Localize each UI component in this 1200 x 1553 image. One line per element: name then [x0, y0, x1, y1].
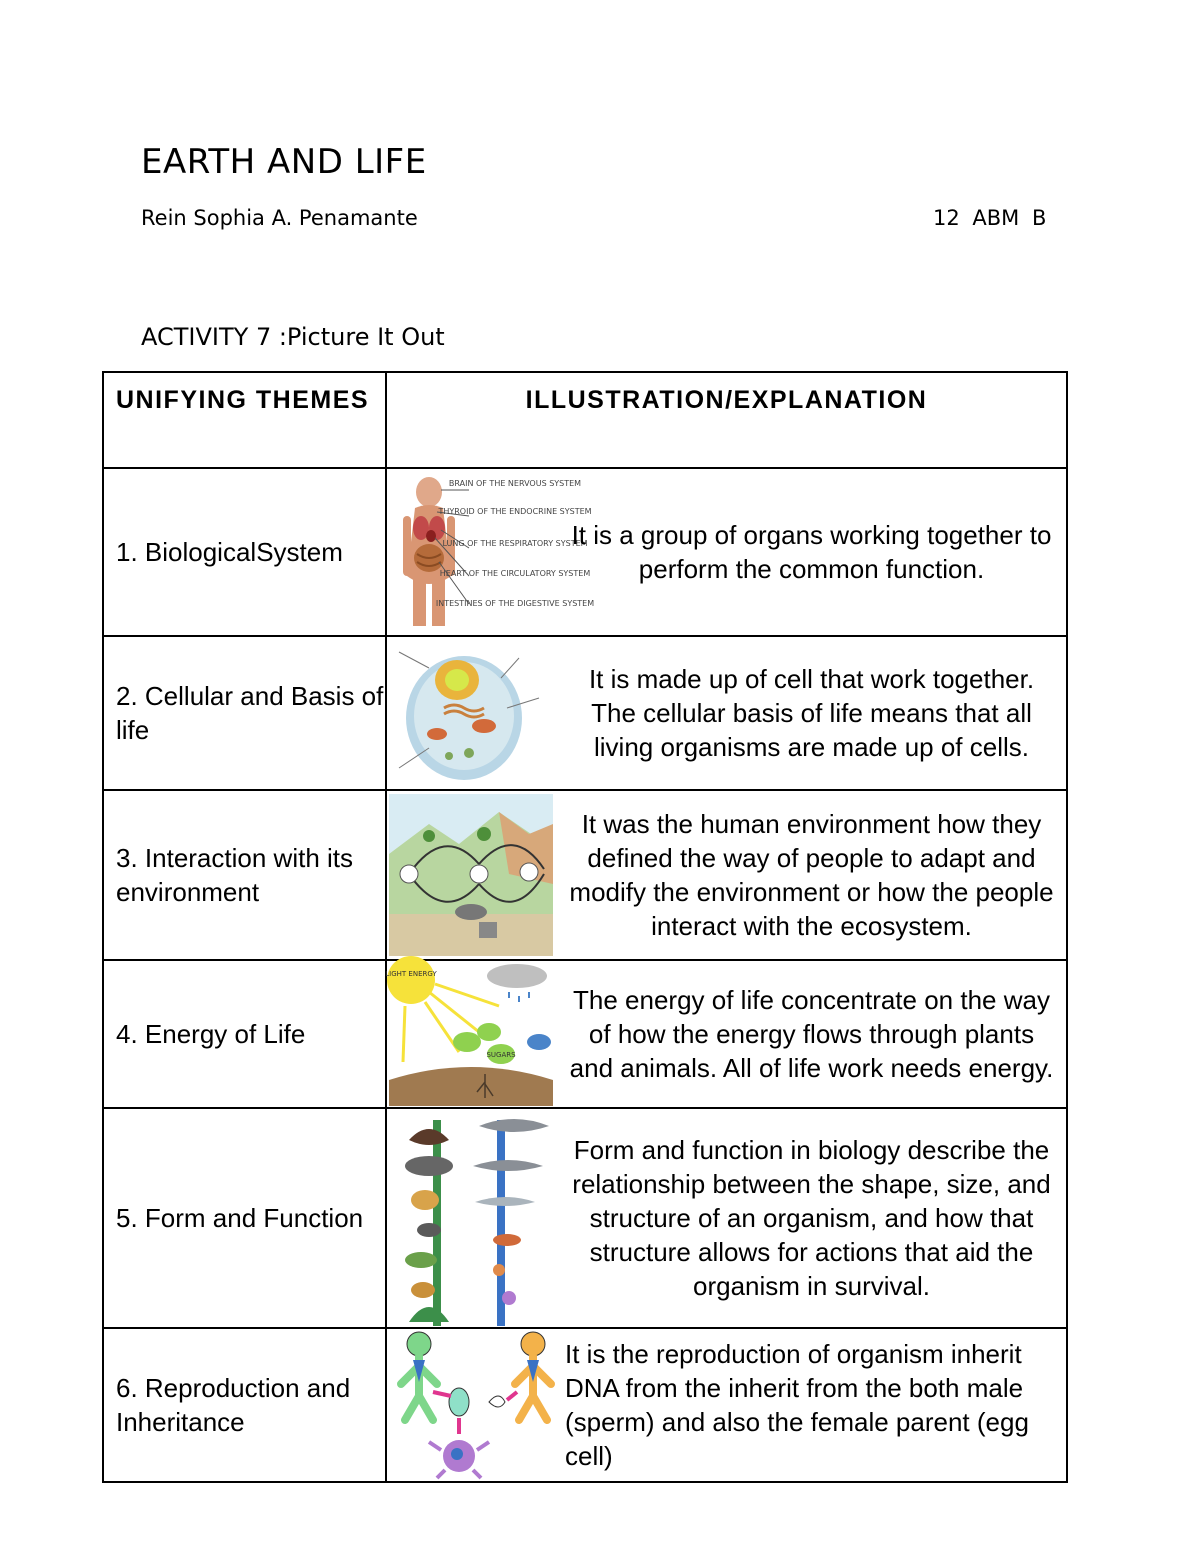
col-header-themes: UNIFYING THEMES	[103, 372, 386, 468]
sugars-label: SUGARS	[486, 1051, 516, 1059]
explanation-text: It is the reproduction of organism inherit DNA from the inherit from the both male (sperm) and also the female parent (egg cell)	[565, 1339, 1029, 1471]
energy-flow-illustration	[385, 962, 553, 1106]
explanation-text: It was the human environment how they defined the way of people to adapt and modify the environment or how the people interact with the ecosystem.	[569, 809, 1054, 941]
activity-title: ACTIVITY 7 :Picture It Out	[141, 323, 445, 351]
explanation-text: It is a group of organs working together to perform the common function.	[571, 520, 1052, 584]
themes-table	[102, 371, 1068, 1483]
student-name: Rein Sophia A. Penamante	[141, 206, 418, 230]
organ-label: HEART OF THE CIRCULATORY SYSTEM	[439, 569, 591, 578]
table-row	[103, 1108, 1067, 1328]
table-row	[103, 468, 1067, 636]
theme-cell: 1. BiologicalSystem	[103, 468, 386, 636]
organ-label: THYROID OF THE ENDOCRINE SYSTEM	[438, 507, 592, 516]
environment-interaction-illustration	[389, 794, 553, 956]
explanation-text: It is made up of cell that work together. The cellular basis of life means that all living organisms are made up of cells.	[588, 664, 1035, 762]
illustration-cell	[386, 636, 1067, 790]
table-row	[103, 636, 1067, 790]
organ-label: INTESTINES OF THE DIGESTIVE SYSTEM	[435, 599, 595, 608]
theme-cell: 3. Interaction with its environment	[103, 790, 386, 960]
col-header-illustration: ILLUSTRATION/EXPLANATION	[386, 372, 1067, 468]
document-title: EARTH AND LIFE	[141, 142, 427, 182]
explanation-text: The energy of life concentrate on the way of how the energy flows through plants and animals. All of life work needs energy.	[569, 985, 1054, 1083]
theme-cell: 2. Cellular and Basis of life	[103, 636, 386, 790]
cell-illustration	[389, 638, 553, 788]
theme-cell: 6. Reproduction and Inheritance	[103, 1328, 386, 1482]
organ-label: LUNG OF THE RESPIRATORY SYSTEM	[442, 539, 588, 548]
table-header-row	[103, 372, 1067, 468]
illustration-cell	[386, 468, 1067, 636]
table-row	[103, 790, 1067, 960]
illustration-cell	[386, 1328, 1067, 1482]
table-row	[103, 1328, 1067, 1482]
reproduction-illustration	[389, 1330, 553, 1480]
explanation-text: Form and function in biology describe the relationship between the shape, size, and structure of an organism, and how that structure allows for actions that aid the organism in survival.	[572, 1135, 1051, 1301]
organ-label: BRAIN OF THE NERVOUS SYSTEM	[448, 479, 582, 488]
light-energy-label: LIGHT ENERGY	[385, 970, 437, 978]
student-section: 12 ABM B	[933, 206, 1047, 230]
form-and-function-illustration	[389, 1110, 553, 1326]
illustration-cell	[386, 1108, 1067, 1328]
theme-cell: 4. Energy of Life	[103, 960, 386, 1108]
table-row	[103, 960, 1067, 1108]
organ-systems-illustration	[389, 476, 595, 628]
illustration-cell	[386, 790, 1067, 960]
illustration-cell	[386, 960, 1067, 1108]
theme-cell: 5. Form and Function	[103, 1108, 386, 1328]
